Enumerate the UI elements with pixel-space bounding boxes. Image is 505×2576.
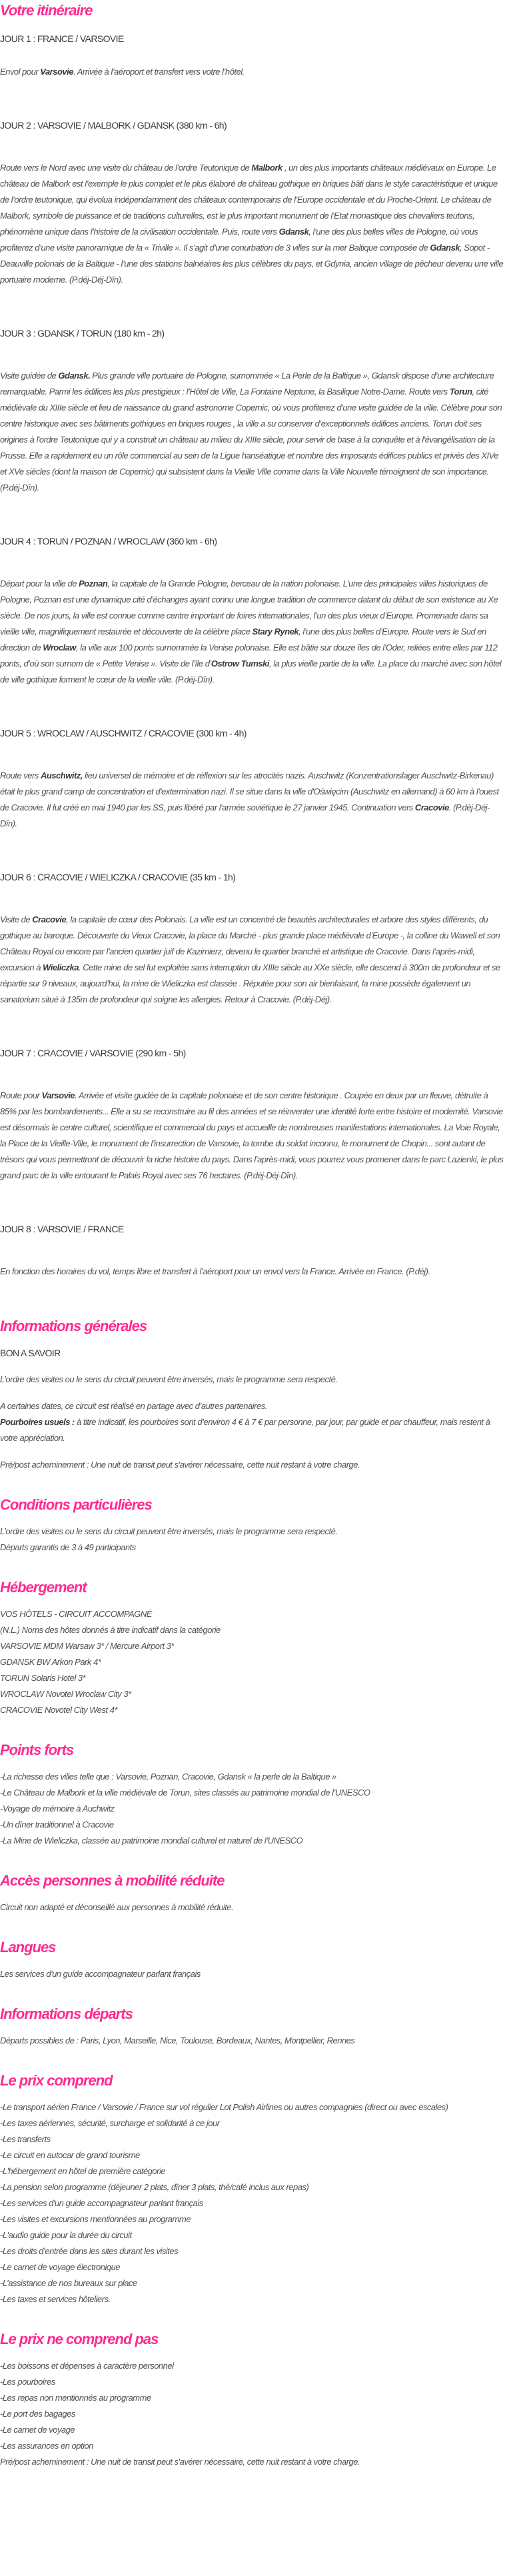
text-line [0,1372,504,1388]
text-group [0,1900,504,1916]
text-segment: -Les taxes et services hôteliers. [0,2294,111,2304]
text-segment: -La pension selon programme (déjeuner 2 plats, dîner 3 plats, thé/café inclus aux repas) [0,2182,309,2192]
text-segment: Route vers le Nord avec une visite du château de l’ordre Teutonique de [0,163,252,173]
text-line [0,1622,504,1638]
bold-text: Varsovie [40,67,73,77]
section-title: Hébergement [0,1579,87,1596]
text-line [0,2163,504,2179]
text-group [0,1398,504,1446]
day-heading: JOUR 2 : VARSOVIE / MALBORK / GDANSK (380 km - 6h) [0,120,227,131]
day-description [0,912,504,1008]
text-segment: Départs garantis de 3 à 49 participants [0,1542,136,1552]
text-segment: -Le circuit en autocar de grand tourisme [0,2150,140,2160]
day-heading: JOUR 7 : CRACOVIE / VARSOVIE (290 km - 5h) [0,1048,186,1058]
text-line [0,2406,504,2422]
text-line [0,1900,504,1916]
section-title: Langues [0,1939,56,1955]
bold-text: Wieliczka [43,962,79,972]
text-line [0,2115,504,2131]
text-segment: VARSOVIE MDM Warsaw 3* / Mercure Airport 3* [0,1641,174,1651]
info-section [0,1741,504,1849]
text-segment: , un des plus importants châteaux médiévaux en Europe. Le château de Malbork est l’exemple le plus complet et le plus élaboré de château gothique en briques bâti dans le style caractéristique et unique de l’ordre teutonique, qui évolua indépendamment des châteaux contemporains de l’Europe occidentale et du Proche-Orient. Le château de Malbork, symbole de puissance et de traditions culturelles, est le plus important monument de l’Etat monastique des chevaliers teutons, phénomène unique dans l’histoire de la civilisation occidentale. Puis, route vers [0,163,498,237]
text-line [0,2033,504,2049]
itinerary-title: Votre itinéraire [0,2,93,19]
text-segment: lieu universel de mémoire et de réflexion sur les atrocités nazis. Auschwitz (Konzentrationslager Auschwitz-Birkenau) était le plus grand camp de concentration et d'extermination nazi. Il se situe dans la ville d'Oświęcim (Auschwitz en allemand) à 60 km à l'ouest de Cracovie. Il fut créé en mai 1940 par les SS, puis libéré par l'armée soviétique le 27 janvier 1945. Continuation vers [0,770,499,812]
text-segment: (N.L.) Noms des hôtes donnés à titre indicatif dans la catégorie [0,1625,221,1635]
text-line [0,2131,504,2147]
info-sections [0,1317,504,2470]
text-line [0,2454,504,2470]
bold-text: Stary Rynek [252,627,299,637]
day-description [0,1264,504,1280]
bold-text: Poznan [79,579,108,589]
text-line [0,2147,504,2163]
text-segment: . Arrivée et visite guidée de la capitale polonaise et de son centre historique . Coupée en deux par un fleuve, détruite à 85% par les bombardements... Elle a su se reconstruire au fil des années et se réinventer une identité forte entre histoire et modernité. Varsovie est désormais le centre culturel, scientifique et commercial du pays et accueille de nombreuses manifestations internationales. La Voie Royale, la Place de la Vieille-Ville, le monument de l’insurrection de Varsovie, la tombe du soldat inconnu, le monument de Chopin... sont autant de trésors qui vous permettront de découvrir la riche histoire du pays. Dans l’après-midi, vous pourrez vous promener dans le parc Lazienki, le plus grand parc de la ville entourant le Palais Royal avec ses 76 hectares. (P.déj-Déj-Dîn). [0,1090,504,1180]
text-segment: -L’assistance de nos bureaux sur place [0,2278,137,2288]
bold-text: Pourboires usuels : [0,1417,75,1427]
text-line [0,1414,504,1446]
day-description [0,576,504,688]
info-section [0,1317,504,1473]
subheading [0,1345,504,1361]
info-section [0,1938,504,1982]
day-heading: JOUR 1 : FRANCE / VARSOVIE [0,33,124,44]
text-segment: -Les repas non mentionnés au programme [0,2393,151,2403]
text-segment: -Le carnet de voyage [0,2425,75,2435]
section-title: Le prix ne comprend pas [0,2331,159,2347]
day-description [0,64,504,80]
text-line [0,2358,504,2374]
text-segment: -Le transport aérien France / Varsovie / France sur vol régulier Lot Polish Airlines ou autres compagnies (direct ou avec escales) [0,2102,448,2112]
text-line [0,2099,504,2115]
text-segment: , la ville aux 100 ponts surnommée la Venise polonaise. Elle est bâtie sur douze îles de l’Oder, reliées entre elles par 112 ponts, d’où son surnom de « Petite Venise ». Visite de l’île d’ [0,643,498,668]
text-segment: Pré/post acheminement : Une nuit de transit peut s'avérer nécessaire, cette nuit restant à votre charge. [0,2457,360,2467]
text-segment: , la plus vieille partie de la ville. La place du marché avec son hôtel de ville gothique forment le cœur de la vieille ville. (P.déj-Dîn). [0,658,502,684]
section-title: Points forts [0,1742,74,1758]
text-line [0,1540,504,1556]
section-title: Le prix comprend [0,2072,113,2089]
day-heading: JOUR 4 : TORUN / POZNAN / WROCLAW (360 km - 6h) [0,536,217,547]
text-segment: Visite de [0,914,33,924]
text-line [0,1702,504,1718]
text-segment: -Les boissons et dépenses à caractère personnel [0,2361,174,2371]
info-section [0,1496,504,1556]
text-segment: TORUN Solaris Hotel 3* [0,1673,86,1683]
text-segment: , cité médiévale du XIIIe siècle et lieu de naissance du grand astronome Copernic, où vous profiterez d’une visite guidée de la ville. Célèbre pour son centre historique avec ses bâtiments gothiques en briques rouges , la ville a su conserver d’exceptionnels édifices anciens. Torun doit ses origines à l'ordre Teutonique qui y a construit un château au milieu du XIIIe siècle, pour servir de base à la conquête et à l'évangélisation de la Prusse. Elle a rapidement eu un rôle commercial au sein de la Ligue hanséatique et nombre des imposants édifices publics et privés des XIVe et XVe siècles (dont la maison de Copernic) qui subsistent dans la Vieille Ville comme dans la Ville Nouvelle témoignent de son importance. (P.déj-Dîn). [0,387,502,493]
text-segment: -L'hébergement en hôtel de première catégorie [0,2166,166,2176]
text-segment: BON A SAVOIR [0,1348,61,1358]
text-line [0,2275,504,2291]
text-segment: En fonction des horaires du vol, temps libre et transfert à l’aéroport pour un envol vers la France. Arrivée en France. (P.déj). [0,1266,430,1276]
text-line [0,1801,504,1817]
info-section [0,1578,504,1718]
text-segment: VOS HÔTELS - CIRCUIT ACCOMPAGNÉ [0,1609,152,1619]
text-segment: , la capitale de la Grande Pologne, berceau de la nation polonaise. L’une des principales villes historiques de Pologne, Poznan est une dynamique cité d’échanges ayant connu une longue tradition de commerce datant du début de son existence au Xe siècle. De nos jours, la ville est connue comme centre important de foires internationales, l’un des plus vieux d’Europe. Promenade dans sa vieille ville, magnifiquement restaurée et découverte de la célèbre place [0,579,498,637]
text-segment: -L'audio guide pour la durée du circuit [0,2230,132,2240]
day-heading: JOUR 8 : VARSOVIE / FRANCE [0,1224,124,1234]
text-line [0,2211,504,2227]
bold-text: Gdansk [430,243,460,253]
bold-text: Malbork [251,163,282,173]
text-segment: , l’une des plus belles d’Europe. Route vers le Sud en direction de [0,627,486,652]
day-description [0,160,504,288]
text-segment: Départ pour la ville de [0,579,79,589]
text-line [0,1457,504,1473]
text-segment: Visite guidée de [0,371,59,381]
text-segment: Pré/post acheminement : Une nuit de transit peut s'avérer nécessaire, cette nuit restant à votre charge. [0,1460,360,1470]
text-line [0,1606,504,1622]
text-segment: , Sopot - Deauville polonais de la Baltique - l’une des stations balnéaires les plus célèbres du pays, et Gdynia, ancien village de pêcheur devenu une ville portuaire moderne. (P.déj-Déj-Dîn). [0,243,504,285]
text-line [0,1966,504,1982]
bold-text: Cracovie [414,802,449,812]
text-segment: -La richesse des villes telle que : Varsovie, Poznan, Cracovie, Gdansk « la perle de la Baltique » [0,1772,336,1782]
text-group [0,2033,504,2049]
section-title: Informations départs [0,2005,133,2022]
text-segment: -Les pourboires [0,2377,55,2387]
text-group [0,2099,504,2307]
text-segment: . Cette mine de sel fut exploitée sans interruption du XIIIe siècle au XXe siècle, elle descend à 300m de profondeur et se répartie sur 9 niveaux, aujourd’hui, la mine de Wieliczka est classée . Réputée pour son air bienfaisant, la mine possède également un sanatorium situé à 135m de profondeur qui soigne les allergies. Retour à Cracovie. (P.déj-Déj). [0,962,500,1004]
text-segment: Plus grande ville portuaire de Pologne, surnommée « La Perle de la Baltique », Gdansk dispose d’une architecture remarquable. Parmi les édifices les plus prestigieux : l’Hôtel de Ville, La Fontaine Neptune, la Basilique Notre-Dame. Route vers [0,371,494,397]
text-line [0,1398,504,1414]
text-segment: -Les taxes aériennes, sécurité, surcharge et solidarité à ce jour [0,2118,220,2128]
text-line [0,2259,504,2275]
text-segment: L’ordre des visites ou le sens du circuit peuvent être inversés, mais le programme sera respecté. [0,1526,338,1536]
info-section [0,2330,504,2470]
bold-text: Varsovie [41,1090,75,1100]
text-line [0,2390,504,2406]
text-segment: . (P.déj-Déj-Dîn). [0,802,490,828]
text-segment: , l’une des plus belles villes de Pologne, où vous profiterez d’une visite panoramique de la « Triville ». Il s’agit d’une conurbation de 3 villes sur la mer Baltique composée de [0,227,478,253]
text-line [0,1817,504,1833]
trip-details-page [0,1,505,2487]
text-segment: CRACOVIE Novotel City West 4* [0,1705,117,1715]
text-segment: -Voyage de mémoire à Auchwitz [0,1804,115,1814]
day-heading: JOUR 3 : GDANSK / TORUN (180 km - 2h) [0,328,165,339]
text-segment: Envol pour [0,67,41,77]
day-description [0,768,504,832]
text-segment: . Arrivée à l’aéroport et transfert vers votre l’hôtel. [73,67,245,77]
text-line [0,2374,504,2390]
text-line [0,2438,504,2454]
bold-text: Gdansk [278,227,309,237]
text-line [0,2243,504,2259]
text-line [0,2227,504,2243]
section-title: Informations générales [0,1318,147,1334]
text-segment: GDANSK BW Arkon Park 4* [0,1657,101,1667]
bold-text: Gdansk. [58,371,91,381]
bold-text: Auschwitz, [40,770,83,780]
text-group [0,1606,504,1718]
text-line [0,2291,504,2307]
day-heading: JOUR 5 : WROCLAW / AUSCHWITZ / CRACOVIE (300 km - 4h) [0,728,247,738]
text-segment: -Le Château de Malbork et la ville médiévale de Torun, sites classés au patrimoine mondial de l’UNESCO [0,1788,370,1798]
text-segment: -Le carnet de voyage électronique [0,2262,121,2272]
text-segment: à titre indicatif, les pourboires sont d’environ 4 € à 7 € par personne, par jour, par guide et par chauffeur, mais restent à votre appréciation. [0,1417,490,1443]
text-line [0,1686,504,1702]
text-group [0,1457,504,1473]
text-segment: , la capitale de cœur des Polonais. La ville est un concentré de beautés architecturales et arbore des styles différents, du gothique au baroque. Découverte du Vieux Cracovie, la place du Marché - plus grande place médiévale d’Europe -, la colline du Wawell et son Château Royal ou encore par l’ancien quartier juif de Kazimierz, devenu le quartier branché et artistique de Cracovie. Dans l’après-midi, excursion à [0,914,500,972]
text-line [0,1654,504,1670]
day-heading: JOUR 6 : CRACOVIE / WIELICZKA / CRACOVIE (35 km - 1h) [0,872,236,882]
text-segment: L’ordre des visites ou le sens du circuit peuvent être inversés, mais le programme sera respecté. [0,1374,338,1384]
text-line [0,2195,504,2211]
section-title: Accès personnes à mobilité réduite [0,1872,225,1889]
text-segment: Départs possibles de : Paris, Lyon, Marseille, Nice, Toulouse, Bordeaux, Nantes, Montpellier, Rennes [0,2035,355,2045]
day-description [0,368,504,496]
info-section [0,1872,504,1916]
bold-text: Cracovie [32,914,67,924]
text-group [0,1966,504,1982]
text-group [0,1345,504,1361]
text-segment: A certaines dates, ce circuit est réalisé en partage avec d’autres partenaires. [0,1401,267,1411]
text-segment: WROCLAW Novotel Wroclaw City 3* [0,1689,131,1699]
info-section [0,2071,504,2307]
text-segment: -La Mine de Wieliczka, classée au patrimoine mondial culturel et naturel de l’UNESCO [0,1836,303,1846]
text-segment: Les services d'un guide accompagnateur parlant français [0,1969,201,1979]
bold-text: Ostrow Tumski [211,658,270,668]
text-line [0,1638,504,1654]
text-segment: Route vers [0,770,41,780]
text-group [0,1372,504,1388]
text-line [0,2422,504,2438]
day-description [0,1088,504,1184]
text-segment: Circuit non adapté et déconseillé aux personnes à mobilité réduite. [0,1902,234,1912]
bold-text: Wroclaw [43,643,77,652]
text-line [0,1785,504,1801]
text-segment: -Les assurances en option [0,2441,93,2451]
text-segment: -Les droits d’entrée dans les sites durant les visites [0,2246,179,2256]
text-line [0,2179,504,2195]
text-segment: Route pour [0,1090,42,1100]
text-line [0,1769,504,1785]
text-group [0,2358,504,2470]
text-line [0,1524,504,1540]
text-segment: -Un dîner traditionnel à Cracovie [0,1820,114,1830]
text-group [0,1524,504,1556]
text-segment: -Le port des bagages [0,2409,75,2419]
text-segment: -Les visites et excursions mentionnées au programme [0,2214,191,2224]
section-title: Conditions particulières [0,1496,152,1513]
text-group [0,1769,504,1849]
text-line [0,1833,504,1849]
bold-text: Torun [449,387,472,397]
text-line [0,1670,504,1686]
info-section [0,2005,504,2049]
text-segment: -Les transferts [0,2134,51,2144]
text-segment: -Les services d'un guide accompagnateur parlant français [0,2198,203,2208]
itinerary-days [0,31,504,1280]
